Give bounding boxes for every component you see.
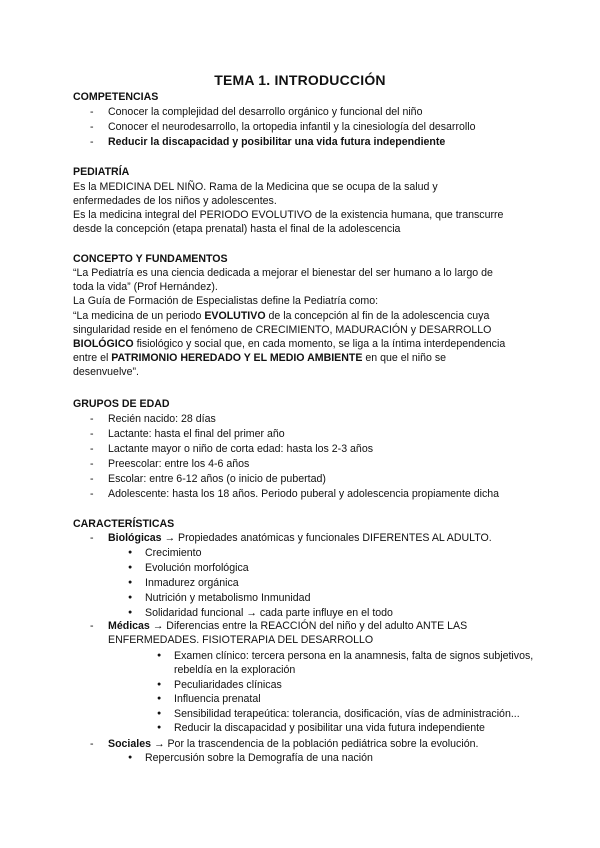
pediatria-heading: PEDIATRÍA: [73, 166, 130, 178]
definition-line: singularidad reside en el fenómeno de CRECIMIENTO, MADURACIÓN y DESARROLLO: [73, 324, 492, 336]
paragraph-line: La Guía de Formación de Especialistas define la Pediatría como:: [73, 295, 379, 307]
paragraph-line: enfermedades de los niños y adolescentes.: [73, 195, 277, 207]
page-title: TEMA 1. INTRODUCCIÓN: [214, 72, 386, 88]
grupos-heading: GRUPOS DE EDAD: [73, 398, 170, 410]
caracteristicas-heading: CARACTERÍSTICAS: [73, 518, 175, 530]
definition-line: “La medicina de un periodo EVOLUTIVO de la concepción al fin de la adolescencia cuya: [73, 310, 490, 322]
concepto-heading: CONCEPTO Y FUNDAMENTOS: [73, 253, 228, 265]
document-page: TEMA 1. INTRODUCCIÓN COMPETENCIAS - Conocer la complejidad del desarrollo orgánico y funcional del niño - Conocer el neurodesarrollo, la ortopedia infantil y la cinesiología del desarrollo - Reducir la discapacidad y posibilitar una vida futura independiente PEDIATRÍA Es la MEDICINA DEL NIÑO. Rama de la Medicina que se ocupa de la salud y enfermedades de los niños y adolescentes. Es la medicina integral del PERIODO EVOLUTIVO de la existencia humana, que transcurre desde la concepción (etapa prenatal) hasta el final de la adolescencia CONCEPTO Y FUNDAMENTOS “La Pediatría es una ciencia dedicada a mejorar el bienestar del ser humano a lo largo de toda la vida” (Prof Hernández). La Guía de Formación de Especialistas define la Pediatría como: “La medicina de un periodo EVOLUTIVO de la concepción al fin de la adolescencia cuya singularidad reside en el fenómeno de CRECIMIENTO, MADURACIÓN y DESARROLLO BIOLÓGICO fisiológico y social que, en cada momento, se liga a la íntima interdependencia entre el PATRIMONIO HEREDADO Y EL MEDIO AMBIENTE en que el niño se desenvuelve”. GRUPOS DE EDAD - Recién nacido: 28 días - Lactante: hasta el final del primer año - Lactante mayor o niño de corta edad: hasta los 2-3 años - Preescolar: entre los 4-6 años - Escolar: entre 6-12 años (o inicio de pubertad) - Adolescente: hasta los 18 años. Periodo puberal y adolescencia propiamente dicha CARACTERÍSTICAS - Biológicas → Propiedades anatómicas y funcionales DIFERENTES AL ADULTO. ● Crecimiento ● Evolución morfológica ● Inmadurez orgánica ● Nutrición y metabolismo Inmunidad ● Solidaridad funcional → cada parte influye en el todo - Médicas → Diferencias entre la REACCIÓN del niño y del adulto ANTE LAS ENFERMEDADES. FISIOTERAPIA DEL DESARROLLO ● Examen clínico: tercera persona en la anamnesis, falta de signos subjetivos, rebeldía en la exploración ● Peculiaridades clínicas ● Influencia prenatal ● Sensibilidad terapeútica: tolerancia, dosificación, vías de administración... ● Reducir la discapacidad y posibilitar una vida futura independiente - Sociales → Por la trascendencia de la población pediátrica sobre la evolución. ● Repercusión sobre la Demografía de una nación: [0, 0, 600, 848]
paragraph-line: Es la MEDICINA DEL NIÑO. Rama de la Medicina que se ocupa de la salud y: [73, 181, 438, 193]
definition-line: desenvuelve”.: [73, 366, 139, 378]
definition-line: entre el PATRIMONIO HEREDADO Y EL MEDIO AMBIENTE en que el niño se: [73, 352, 447, 364]
paragraph-line: desde la concepción (etapa prenatal) hasta el final de la adolescencia: [73, 223, 401, 235]
definition-line: BIOLÓGICO fisiológico y social que, en cada momento, se liga a la íntima interdependencia: [73, 338, 506, 350]
paragraph-line: Es la medicina integral del PERIODO EVOLUTIVO de la existencia humana, que transcurre: [73, 209, 504, 221]
paragraph-line: toda la vida” (Prof Hernández).: [73, 281, 218, 293]
paragraph-line: “La Pediatría es una ciencia dedicada a mejorar el bienestar del ser humano a lo largo de: [73, 267, 493, 279]
competencias-heading: COMPETENCIAS: [73, 91, 159, 103]
